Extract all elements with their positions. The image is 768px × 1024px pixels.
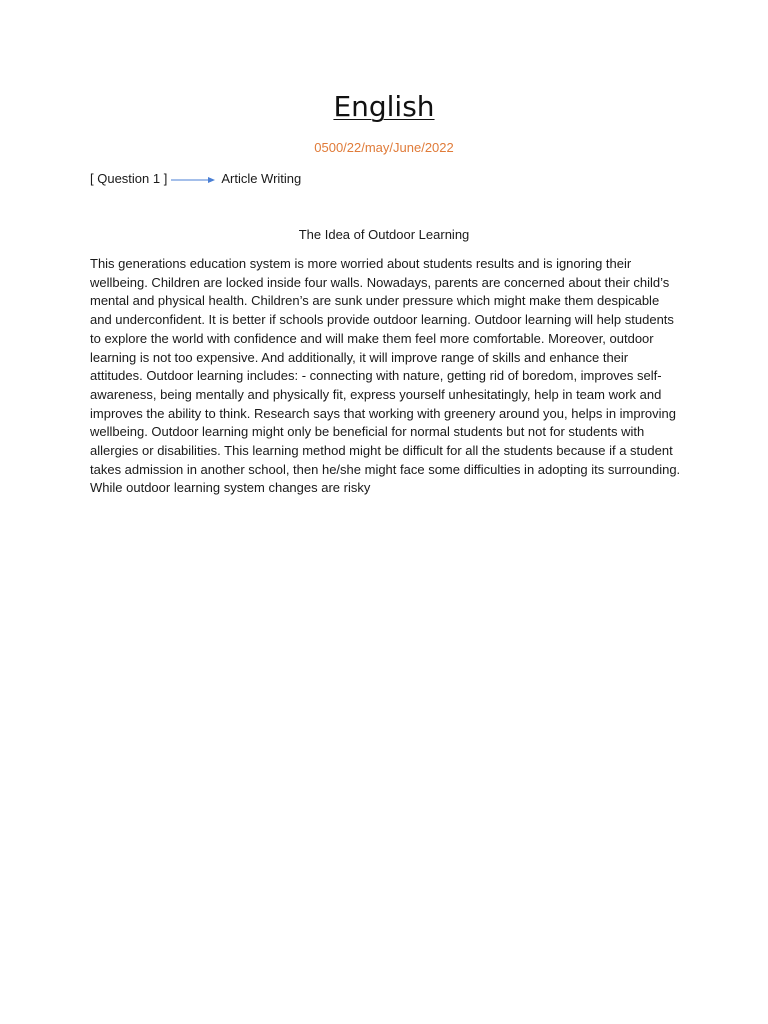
document-subtitle: 0500/22/may/June/2022 xyxy=(314,140,454,155)
question-label: [ Question 1 ] xyxy=(90,170,168,186)
question-type-label: Article Writing xyxy=(221,170,302,186)
article-heading: The Idea of Outdoor Learning xyxy=(298,227,470,242)
right-arrow-icon xyxy=(171,173,215,183)
question-row xyxy=(90,169,301,187)
document-title: English xyxy=(333,90,435,123)
article-body: This generations education system is more worried about students results and is ignoring their wellbeing. Children are locked inside four walls. Nowadays, parents are concerned about their child’s mental and physical health. Children’s are sunk under pressure which might make them despicable and underconfident. It is better if schools provide outdoor learning. Outdoor learning will help students to explore the world with confidence and will make them feel more comfortable. Moreover, outdoor learning is not too expensive. And additionally, it will improve range of skills and enhance their attitudes. Outdoor learning includes: - connecting with nature, getting rid of boredom, improves self-awareness, being mentally and physically fit, express yourself unhesitatingly, help in team work and improves the ability to think. Research says that working with greenery around you, helps in improving wellbeing. Outdoor learning might only be beneficial for normal students but not for students with allergies or disabilities. This learning method might be difficult for all the students because if a student takes admission in another school, then he/she might face some difficulties in adopting its surrounding. While outdoor learning system changes are risky xyxy=(90,256,681,496)
